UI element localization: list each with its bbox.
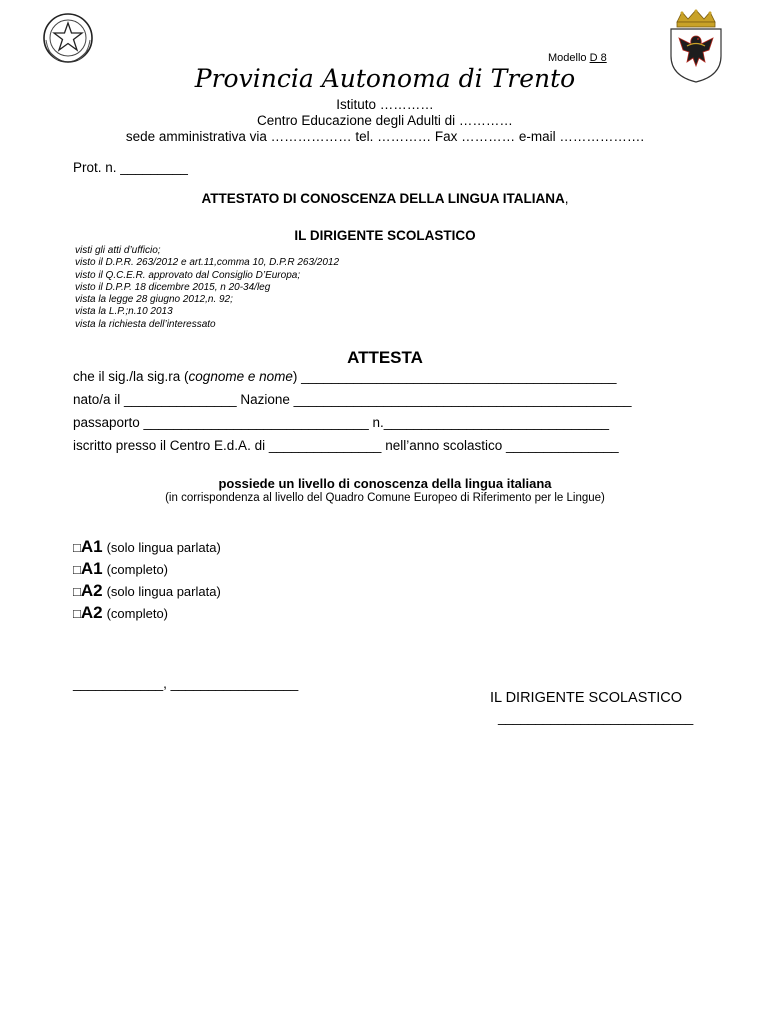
legal-reference-item: visto il D.P.P. 18 dicembre 2015, n 20-34/leg	[75, 281, 271, 293]
level-option-a1-complete[interactable]	[73, 559, 168, 579]
signature-label: IL DIRIGENTE SCOLASTICO	[490, 690, 683, 706]
level-reference-note: (in corrispondenza al livello del Quadro Comune Europeo di Riferimento per le Lingue)	[165, 492, 605, 504]
istituto-line: Istituto …………	[336, 97, 434, 112]
level-code: A1	[80, 537, 103, 556]
certificate-heading-suffix: ,	[564, 191, 569, 206]
name-field[interactable]	[73, 369, 616, 384]
republic-emblem-icon	[40, 10, 96, 66]
sede-line: sede amministrativa via ……………… tel. ………… Fax ………… e-mail ……………….	[125, 129, 645, 144]
name-field-prefix: che il sig./la sig.ra (	[73, 369, 189, 384]
level-description: (solo lingua parlata)	[106, 584, 221, 599]
birth-nation-field[interactable]: nato/a il _______________ Nazione _____________________________________________	[73, 392, 632, 407]
legal-reference-item: vista la L.P.;n.10 2013	[75, 306, 173, 318]
centro-line: Centro Educazione degli Adulti di …………	[257, 113, 513, 128]
dirigente-heading: IL DIRIGENTE SCOLASTICO	[294, 228, 476, 243]
level-option-a2-complete[interactable]	[73, 603, 168, 623]
legal-reference-item: vista la richiesta dell’interessato	[75, 318, 216, 330]
level-description: (solo lingua parlata)	[106, 540, 221, 555]
place-date-field[interactable]: ____________, _________________	[73, 676, 299, 691]
level-code: A1	[80, 559, 103, 578]
level-option-a2-spoken[interactable]	[73, 581, 221, 601]
attesta-heading: ATTESTA	[347, 348, 423, 367]
level-option-a1-spoken[interactable]	[73, 537, 221, 557]
signature-line[interactable]: __________________________	[498, 710, 694, 725]
name-field-hint: cognome e nome	[188, 369, 293, 384]
enrollment-field[interactable]: iscritto presso il Centro E.d.A. di _______________ nell’anno scolastico _______________	[73, 438, 619, 453]
modello-code: D 8	[589, 52, 607, 64]
page-title: Provincia Autonoma di Trento	[194, 64, 576, 93]
checkbox-icon[interactable]: □	[73, 606, 81, 621]
legal-reference-item: vista la legge 28 giugno 2012,n. 92;	[75, 294, 233, 306]
legal-references	[75, 245, 339, 331]
passport-field[interactable]: passaporto ______________________________ n.______________________________	[73, 415, 610, 430]
checkbox-icon[interactable]: □	[73, 584, 81, 599]
level-statement: possiede un livello di conoscenza della lingua italiana	[218, 476, 552, 491]
legal-reference-item: visti gli atti d’ufficio;	[75, 245, 161, 256]
legal-reference-item: visto il D.P.R. 263/2012 e art.11,comma 10, D.P.R 263/2012	[75, 257, 340, 269]
certificate-heading	[0, 191, 770, 206]
name-field-blank: ) __________________________________________	[292, 369, 617, 384]
protocol-number: Prot. n. _________	[73, 160, 188, 175]
checkbox-icon[interactable]: □	[73, 562, 81, 577]
certificate-heading-text: ATTESTATO DI CONOSCENZA DELLA LINGUA ITALIANA	[201, 191, 565, 206]
legal-reference-item: visto il Q.C.E.R. approvato dal Consiglio D’Europa;	[75, 269, 301, 281]
level-description: (completo)	[106, 562, 169, 577]
modello-prefix: Modello	[548, 52, 590, 64]
level-code: A2	[80, 603, 103, 622]
modello-label	[548, 52, 607, 64]
level-code: A2	[80, 581, 103, 600]
checkbox-icon[interactable]: □	[73, 540, 81, 555]
level-description: (completo)	[106, 606, 169, 621]
